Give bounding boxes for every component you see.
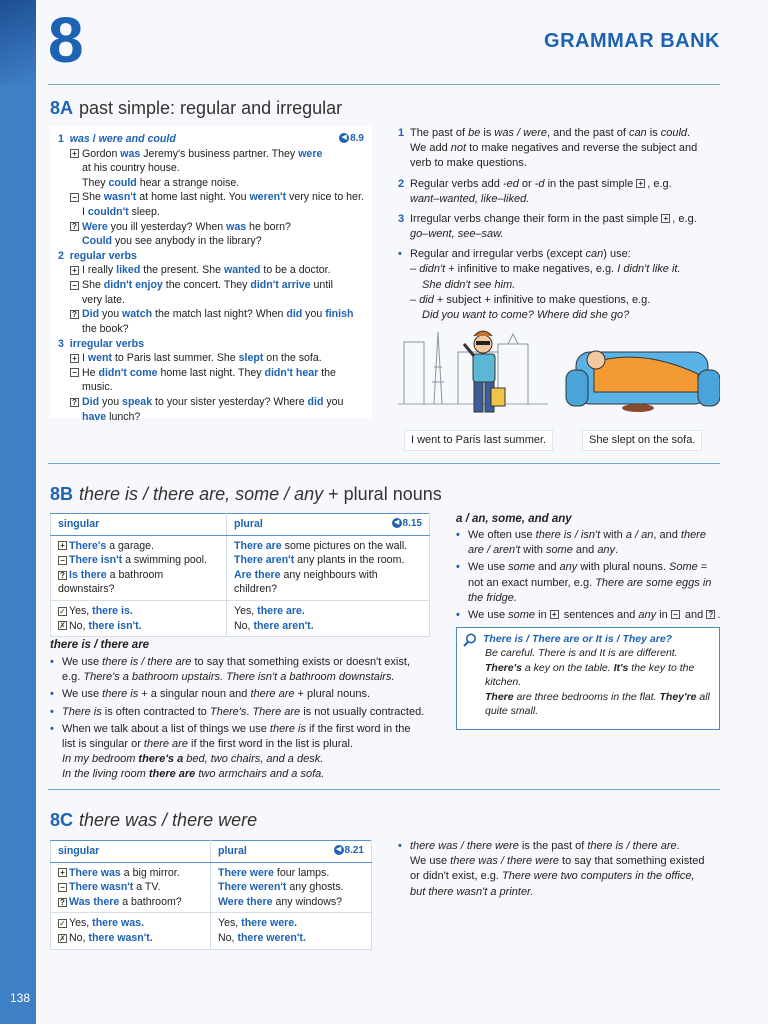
example-line: the book? — [82, 322, 129, 335]
plus-icon: + — [550, 610, 559, 619]
question-icon: ? — [58, 898, 67, 907]
unit-number: 8 — [48, 4, 84, 76]
notes-title-8b: there is / there are — [50, 639, 150, 651]
side-band — [0, 0, 36, 1024]
audio-icon: ◀ — [392, 518, 402, 528]
example-line: at his country house. — [82, 162, 180, 175]
rule-1: 1 The past of be is was / were, and the past of can is could. We add not to make negatives and reverse the subject and verb to make questions. — [398, 127, 698, 170]
audio-8-15[interactable]: ◀ 8.15 — [392, 517, 422, 532]
plus-icon: + — [661, 214, 670, 223]
cross-icon: ✗ — [59, 933, 66, 943]
example-line: have lunch? — [82, 410, 141, 423]
col-singular: singular — [51, 841, 211, 863]
example-line: − She wasn't at home last night. You weren't very nice to her. — [70, 190, 364, 205]
table-head — [51, 514, 430, 536]
example-line: − She didn't enjoy the concert. They didn't arrive until — [70, 278, 364, 293]
minus-icon: − — [70, 368, 79, 377]
question-icon: ? — [70, 398, 79, 407]
section-8b-title: 8B there is / there are, some / any + plural nouns — [50, 484, 442, 504]
col-plural: plural ◀ 8.21 — [211, 841, 372, 863]
page-number: 138 — [10, 991, 31, 1005]
divider — [48, 789, 720, 790]
audio-8-21[interactable]: ◀ 8.21 — [334, 844, 364, 859]
rules-8a — [398, 126, 720, 328]
section-8a-title: 8A past simple: regular and irregular — [50, 98, 343, 118]
tip-title: There is / There are or It is / They are? — [483, 633, 673, 645]
examples-box-8a — [50, 126, 372, 423]
col-plural: plural ◀ 8.15 — [227, 514, 430, 536]
paris-background — [404, 332, 528, 404]
group-1-head: 1 was / were and could ◀ 8.9 — [58, 133, 364, 145]
plus-icon: + — [58, 541, 67, 550]
illustration-paris-sofa — [398, 322, 720, 432]
example-line: very late. — [82, 293, 125, 306]
table-row: + There's a garage. − There isn't a swimming pool. ? Is there a bathroom downstairs? There are some pictures on the wall. There aren't any plants in the room. Are there any neighbours with children? — [51, 535, 430, 600]
question-icon: ? — [706, 610, 715, 619]
notes-8c: • there was / there were is the past of there is / there are. We use there was / there were to say that something existed or didn't exist, e.g. There were two computers in the office, but there wasn't a printer. — [398, 840, 705, 898]
example-line: ? Did you watch the match last night? When did you finish — [70, 307, 364, 322]
example-line: Could you see anybody in the library? — [82, 235, 262, 248]
example-line: ? Were you ill yesterday? When was he born? — [70, 220, 364, 235]
col-singular: singular — [51, 514, 227, 536]
audio-icon: ◀ — [334, 845, 344, 855]
question-icon: ? — [58, 571, 67, 580]
table-8c — [50, 840, 372, 950]
example-line: They could hear a strange noise. — [82, 176, 240, 189]
plus-icon: + — [70, 149, 79, 158]
plus-icon: + — [58, 868, 67, 877]
minus-icon: − — [70, 193, 79, 202]
table-8b — [50, 513, 430, 637]
minus-icon: − — [671, 610, 680, 619]
rule-2: 2 Regular verbs add -ed or -d in the past simple + , e.g. want–wanted, like–liked. — [398, 177, 672, 205]
audio-8-9[interactable]: ◀ 8.9 — [339, 132, 364, 147]
example-line: + I went to Paris last summer. She slept on the sofa. — [70, 351, 364, 366]
side-notes-8b: • We often use there is / isn't with a / an, and there are / aren't with some and any. • We use some and any with plural nouns. Some = not an exact number, e.g. There are some eggs in the fridge. • We use some in + sentences and any in − and ? . — [456, 529, 721, 621]
question-icon: ? — [70, 310, 79, 319]
caption-paris: I went to Paris last summer. — [404, 430, 553, 451]
audio-icon: ◀ — [339, 133, 349, 143]
section-8c-title: 8C there was / there were — [50, 810, 258, 830]
tourist-figure — [464, 331, 505, 412]
caption-sofa: She slept on the sofa. — [582, 430, 702, 451]
example-line: − He didn't come home last night. They didn't hear the music. — [70, 366, 364, 395]
grammar-bank-title: GRAMMAR BANK — [544, 30, 720, 52]
minus-icon: − — [58, 556, 67, 565]
notes-8b: • We use there is / there are to say that something exists or doesn't exist, e.g. There's a bathroom upstairs. There isn't a bathroom downstairs. • We use there is + a singular noun and there are + plural nouns. • There is is often contracted to There's. There are is not usually contracted. • When we talk about a list of things we use there is if the first word in the list is singular or there are if the first word in the list is plural. In my bedroom there's a bed, two chairs, and a desk. In the living room there are two armchairs and a sofa. — [50, 656, 425, 781]
cross-icon: ✗ — [59, 621, 66, 631]
plus-icon: + — [636, 179, 645, 188]
minus-icon: − — [70, 281, 79, 290]
plus-icon: + — [70, 354, 79, 363]
sofa-figure — [566, 351, 720, 412]
divider — [48, 84, 720, 85]
rule-3: 3 Irregular verbs change their form in the past simple + , e.g. go–went, see–saw. — [398, 212, 697, 241]
magnifier-icon — [463, 633, 477, 647]
check-icon: ✓ — [59, 606, 66, 616]
side-title-8b: a / an, some, and any — [456, 513, 572, 525]
table-row: ✓ Yes, there was. ✗ No, there wasn't. Yes, there were. No, there weren't. — [51, 913, 372, 949]
minus-icon: − — [58, 883, 67, 892]
example-line: + I really liked the present. She wanted to be a doctor. — [70, 263, 364, 278]
question-icon: ? — [70, 222, 79, 231]
divider — [48, 463, 720, 464]
example-line: + Gordon was Jeremy's business partner. They were — [70, 147, 364, 162]
tip-box-8b: There is / There are or It is / They are? Be careful. There is and It is are different. There's a key on the table. It's the key to the kitchen. There are three bedrooms in the flat. They're all quite small. — [456, 627, 720, 730]
plus-icon: + — [70, 266, 79, 275]
table-row: + There was a big mirror. − There wasn't a TV. ? Was there a bathroom? There were four lamps. There weren't any ghosts. Were there any windows? — [51, 862, 372, 913]
side-band-top — [0, 0, 36, 84]
table-row: ✓ Yes, there is. ✗ No, there isn't. Yes, there are. No, there aren't. — [51, 601, 430, 637]
group-3-head: 3 irregular verbs — [58, 337, 144, 350]
example-line: ? Did you speak to your sister yesterday? Where did you — [70, 395, 364, 410]
rule-4: • Regular and irregular verbs (except can) use: – didn't + infinitive to make negatives, e.g. I didn't like it. She didn't see him. – did + subject + infinitive to make questions, e.g. Did you want to come? Where did she go? — [398, 248, 681, 321]
check-icon: ✓ — [59, 919, 66, 929]
example-line: I couldn't sleep. — [82, 206, 160, 219]
table-head — [51, 841, 372, 863]
group-2-head: 2 regular verbs — [58, 249, 137, 262]
